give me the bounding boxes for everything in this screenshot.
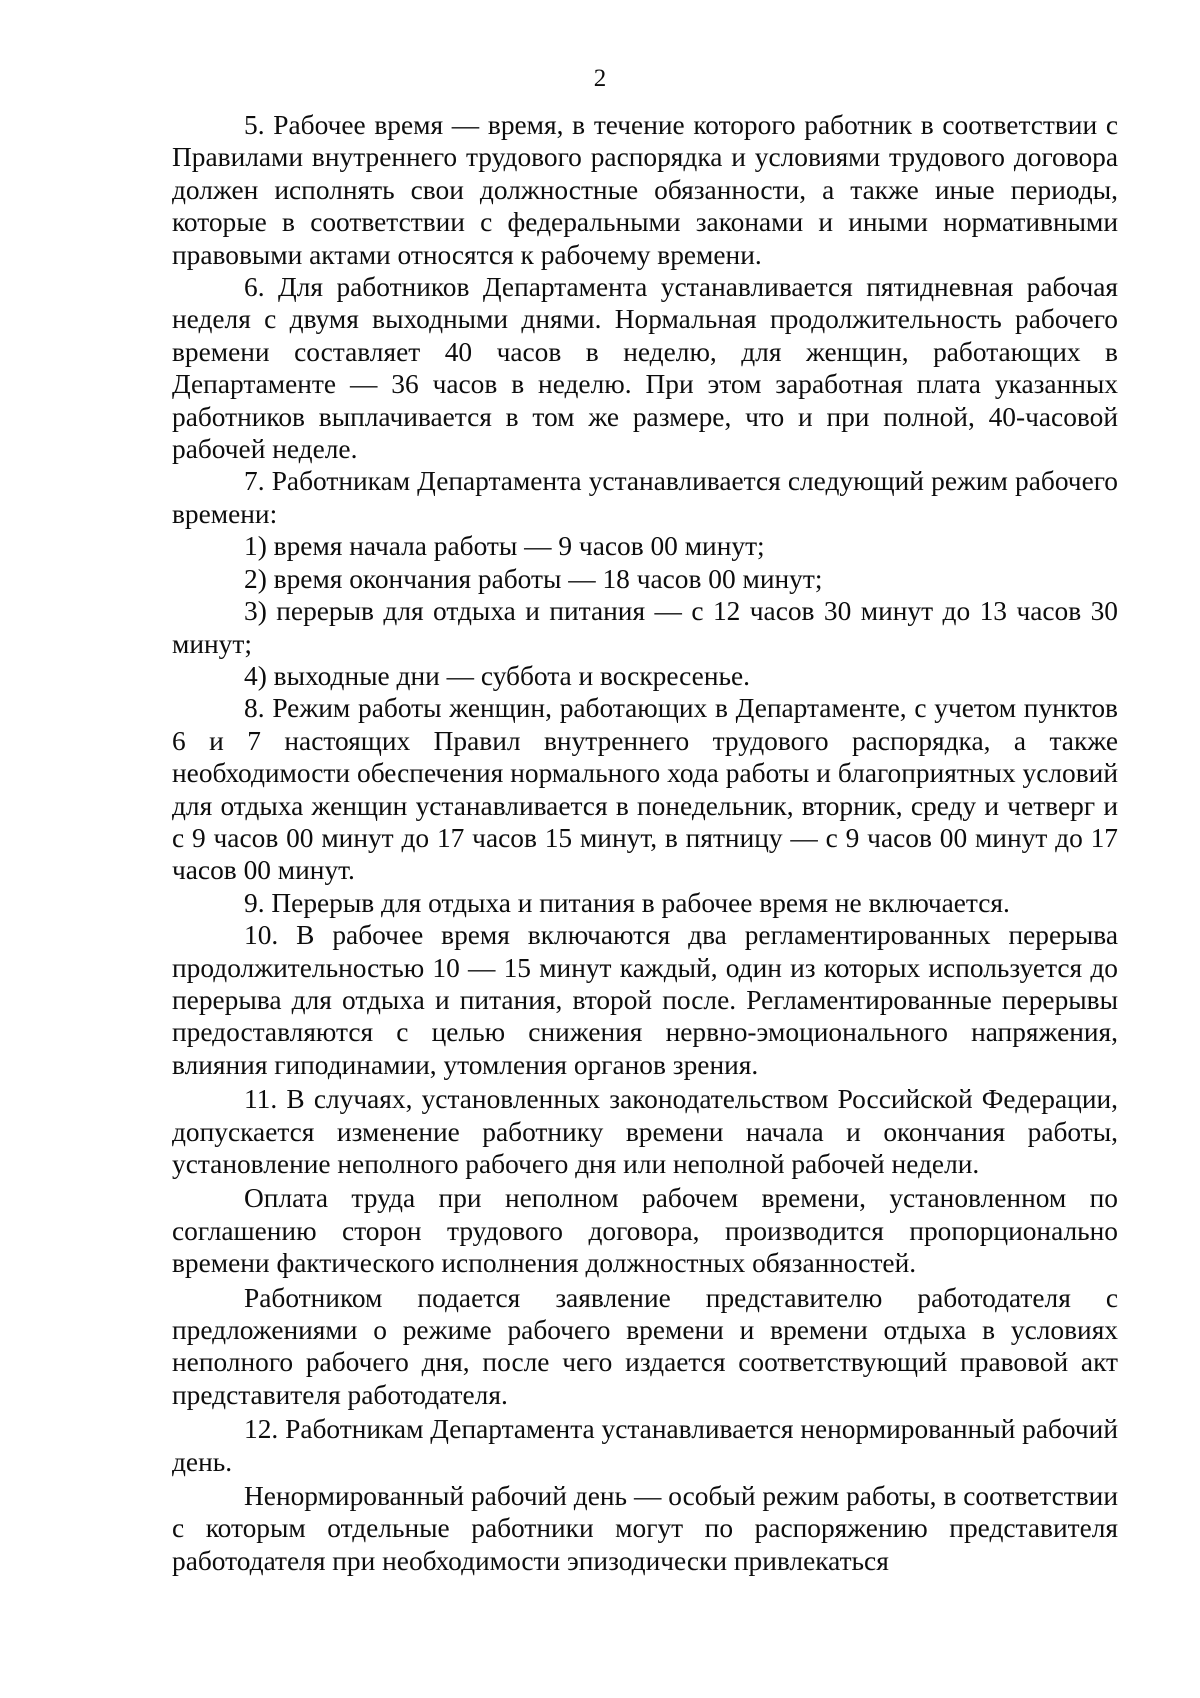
paragraph-part-time-pay: Оплата труда при неполном рабочем времени, установленном по соглашению сторон трудового договора, производится пропорционально времени фактического исполнения должностных обязанностей. (172, 1183, 1118, 1279)
paragraph-9-break-excluded: 9. Перерыв для отдыха и питания в рабочее время не включается. (244, 887, 1010, 918)
paragraph-part-time-application: Работником подается заявление представителю работодателя с предложениями о режиме рабочего времени и времени отдыха в условиях неполного рабочего дня, после чего издается соответствующий правовой акт представителя работодателя. (172, 1282, 1118, 1410)
paragraph-irregular-day-definition: Ненормированный рабочий день — особый режим работы, в соответствии с которым отдельные работники могут по распоряжению представителя работодателя при необходимости эпизодически привлекаться (172, 1481, 1118, 1576)
schedule-item-start-time: 1) время начала работы — 9 часов 00 минут; (244, 531, 765, 562)
paragraph-7-work-schedule: 7. Работникам Департамента устанавливается следующий режим рабочего времени: (172, 466, 1118, 529)
paragraph-8-women-schedule: 8. Режим работы женщин, работающих в Департаменте, с учетом пунктов 6 и 7 настоящих Правил внутреннего трудового распорядка, а также необходимости обеспечения нормального хода работы и благоприятных условий для отдыха женщин устанавливается в понедельник, вторник, среду и четверг и с 9 часов 00 минут до 17 часов 15 минут, в пятницу — с 9 часов 00 минут до 17 часов 00 минут. (172, 693, 1118, 886)
document-body (172, 109, 1118, 1577)
paragraph-12-irregular-day: 12. Работникам Департамента устанавливается ненормированный рабочий день. (172, 1414, 1118, 1477)
paragraph-10-regulated-breaks: 10. В рабочее время включаются два регламентированных перерыва продолжительностью 10 — 15 минут каждый, один из которых используется до перерыва для отдыха и питания, второй после. Регламентированные перерывы предоставляются с целью снижения нервно-эмоционального напряжения, влияния гиподинамии, утомления органов зрения. (172, 920, 1118, 1080)
paragraph-5-working-time: 5. Рабочее время — время, в течение которого работник в соответствии с Правилами внутреннего трудового распорядка и условиями трудового договора должен исполнять свои должностные обязанности, а также иные периоды, которые в соответствии с федеральными законами и иными нормативными правовыми актами относятся к рабочему времени. (172, 110, 1118, 270)
schedule-item-lunch-break: 3) перерыв для отдыха и питания — с 12 часов 30 минут до 13 часов 30 минут; (172, 596, 1118, 659)
schedule-item-days-off: 4) выходные дни — суббота и воскресенье. (244, 660, 750, 691)
paragraph-11-part-time: 11. В случаях, установленных законодательством Российской Федерации, допускается изменение работнику времени начала и окончания работы, установление неполного рабочего дня или неполной рабочей недели. (172, 1084, 1118, 1179)
paragraph-6-five-day-week: 6. Для работников Департамента устанавливается пятидневная рабочая неделя с двумя выходными днями. Нормальная продолжительность рабочего времени составляет 40 часов в неделю, для женщин, работающих в Департаменте — 36 часов в неделю. При этом заработная плата указанных работников выплачивается в том же размере, что и при полной, 40-часовой рабочей неделе. (172, 272, 1118, 465)
schedule-item-end-time: 2) время окончания работы — 18 часов 00 минут; (244, 563, 823, 594)
page-number: 2 (593, 65, 607, 92)
